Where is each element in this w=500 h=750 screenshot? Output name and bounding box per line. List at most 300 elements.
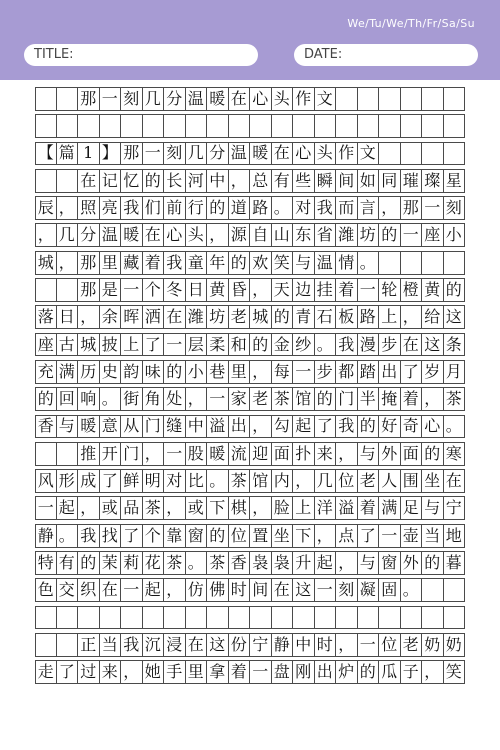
grid-cell: 心 — [293, 142, 315, 166]
grid-cell: 。 — [57, 524, 79, 548]
grid-cell: 的 — [164, 360, 186, 384]
grid-cell: 笑 — [272, 251, 294, 275]
grid-cell: ， — [164, 496, 186, 520]
grid-cell: 面 — [401, 442, 423, 466]
grid-cell: 好 — [379, 415, 401, 439]
grid-cell: 的 — [272, 305, 294, 329]
grid-cell: ， — [164, 578, 186, 602]
grid-cell: 老 — [401, 633, 423, 657]
grid-cell: 的 — [379, 223, 401, 247]
grid-cell: 半 — [358, 387, 380, 411]
grid-cell: 暖 — [207, 442, 229, 466]
grid-cell: 忆 — [121, 169, 143, 193]
grid-cell: 的 — [207, 524, 229, 548]
grid-cell: 温 — [315, 251, 337, 275]
grid-cell: 对 — [164, 469, 186, 493]
grid-cell: 的 — [444, 278, 466, 302]
grid-cell — [35, 442, 57, 466]
grid-cell: 记 — [100, 169, 122, 193]
grid-cell — [35, 114, 57, 138]
grid-cell: 情 — [336, 251, 358, 275]
grid-cell: 路 — [250, 196, 272, 220]
grid-cell: 心 — [164, 223, 186, 247]
grid-cell: 仿 — [186, 578, 208, 602]
grid-row — [35, 305, 465, 329]
grid-cell — [358, 87, 380, 111]
grid-cell: 座 — [422, 223, 444, 247]
grid-cell: 在 — [444, 469, 466, 493]
grid-cell: 起 — [57, 496, 79, 520]
grid-cell: ， — [186, 387, 208, 411]
grid-cell: 冬 — [164, 278, 186, 302]
grid-cell: 的 — [422, 442, 444, 466]
grid-cell: 一 — [293, 360, 315, 384]
grid-cell — [422, 606, 444, 630]
grid-cell: 。 — [358, 251, 380, 275]
grid-cell: 花 — [143, 551, 165, 575]
grid-cell: 茶 — [229, 469, 251, 493]
grid-cell: 着 — [336, 278, 358, 302]
grid-row — [35, 360, 465, 384]
grid-row — [35, 87, 465, 111]
grid-cell: 在 — [78, 169, 100, 193]
grid-cell: 我 — [78, 524, 100, 548]
grid-cell — [379, 87, 401, 111]
grid-cell: 天 — [272, 278, 294, 302]
grid-cell: 出 — [315, 660, 337, 684]
grid-row — [35, 387, 465, 411]
grid-cell: 色 — [35, 578, 57, 602]
grid-cell: 袅 — [272, 551, 294, 575]
grid-cell: 靠 — [164, 524, 186, 548]
grid-cell — [35, 169, 57, 193]
grid-cell: 与 — [422, 496, 444, 520]
grid-cell: 内 — [272, 469, 294, 493]
grid-cell: 前 — [164, 196, 186, 220]
grid-cell: 面 — [272, 442, 294, 466]
grid-cell: 一 — [358, 633, 380, 657]
grid-cell: 城 — [35, 251, 57, 275]
grid-cell: 。 — [272, 196, 294, 220]
grid-cell: 作 — [293, 87, 315, 111]
grid-cell: 在 — [272, 142, 294, 166]
grid-cell: 落 — [35, 305, 57, 329]
grid-cell — [336, 87, 358, 111]
grid-cell: 路 — [358, 305, 380, 329]
grid-cell: 织 — [78, 578, 100, 602]
grid-cell: 她 — [143, 660, 165, 684]
grid-cell: 了 — [57, 660, 79, 684]
grid-cell: 沉 — [143, 633, 165, 657]
grid-row — [35, 333, 465, 357]
grid-cell: ， — [250, 360, 272, 384]
grid-cell: 出 — [229, 415, 251, 439]
grid-cell — [422, 578, 444, 602]
grid-cell: 起 — [315, 551, 337, 575]
grid-cell: 扑 — [293, 442, 315, 466]
grid-cell: 人 — [379, 469, 401, 493]
grid-cell — [164, 606, 186, 630]
grid-cell: 交 — [57, 578, 79, 602]
grid-cell: 了 — [358, 524, 380, 548]
grid-cell: 家 — [229, 387, 251, 411]
grid-row — [35, 169, 465, 193]
grid-cell: 暖 — [78, 415, 100, 439]
grid-cell: 老 — [229, 305, 251, 329]
grid-cell: 里 — [186, 660, 208, 684]
grid-cell: 溢 — [207, 415, 229, 439]
grid-cell: 刻 — [336, 578, 358, 602]
grid-cell: 置 — [250, 524, 272, 548]
grid-cell: 与 — [293, 251, 315, 275]
grid-cell: 我 — [121, 633, 143, 657]
grid-cell: 韵 — [121, 360, 143, 384]
grid-cell: 里 — [100, 251, 122, 275]
grid-cell: 那 — [121, 142, 143, 166]
grid-cell: 那 — [78, 278, 100, 302]
grid-cell: 一 — [315, 578, 337, 602]
grid-cell: 成 — [78, 469, 100, 493]
grid-cell: 分 — [207, 142, 229, 166]
grid-cell: 凝 — [358, 578, 380, 602]
grid-cell — [401, 251, 423, 275]
grid-cell — [422, 251, 444, 275]
grid-cell: 是 — [100, 278, 122, 302]
grid-cell: 了 — [100, 469, 122, 493]
grid-cell: 香 — [35, 415, 57, 439]
grid-cell — [444, 87, 466, 111]
grid-cell: 条 — [444, 333, 466, 357]
grid-cell: 位 — [336, 469, 358, 493]
grid-cell: 温 — [100, 223, 122, 247]
grid-cell — [164, 114, 186, 138]
grid-cell: 来 — [100, 660, 122, 684]
grid-cell: 的 — [315, 387, 337, 411]
grid-cell — [358, 114, 380, 138]
grid-cell: 时 — [229, 578, 251, 602]
grid-cell: ， — [78, 305, 100, 329]
grid-cell: 刚 — [293, 660, 315, 684]
grid-cell: 风 — [35, 469, 57, 493]
grid-cell: 我 — [164, 251, 186, 275]
grid-cell: 当 — [100, 633, 122, 657]
grid-cell: 城 — [78, 333, 100, 357]
grid-cell: 巷 — [207, 360, 229, 384]
grid-cell: 踏 — [358, 360, 380, 384]
grid-cell: 的 — [229, 251, 251, 275]
grid-cell: 迎 — [250, 442, 272, 466]
grid-cell: 】 — [100, 142, 122, 166]
grid-cell: 刻 — [164, 142, 186, 166]
grid-cell: ， — [229, 169, 251, 193]
grid-cell: 脸 — [272, 496, 294, 520]
grid-cell: 盘 — [272, 660, 294, 684]
grid-cell — [336, 114, 358, 138]
grid-cell: 门 — [121, 442, 143, 466]
grid-cell: ， — [35, 223, 57, 247]
grid-cell: 一 — [164, 333, 186, 357]
grid-cell: 和 — [229, 333, 251, 357]
grid-cell: 的 — [78, 551, 100, 575]
grid-cell — [444, 114, 466, 138]
grid-cell — [379, 142, 401, 166]
grid-cell: 些 — [293, 169, 315, 193]
grid-cell: 边 — [293, 278, 315, 302]
grid-cell: 暖 — [121, 223, 143, 247]
grid-cell — [35, 633, 57, 657]
grid-cell: 有 — [57, 551, 79, 575]
grid-cell: 坊 — [358, 223, 380, 247]
grid-cell: 老 — [250, 387, 272, 411]
grid-cell: 静 — [35, 524, 57, 548]
grid-cell: 篇 — [57, 142, 79, 166]
grid-cell: 满 — [379, 496, 401, 520]
grid-cell: 缝 — [164, 415, 186, 439]
grid-cell: 座 — [35, 333, 57, 357]
grid-row — [35, 142, 465, 166]
grid-cell: 莉 — [121, 551, 143, 575]
grid-cell: ， — [78, 496, 100, 520]
grid-cell: 金 — [272, 333, 294, 357]
grid-cell — [78, 606, 100, 630]
grid-cell: 如 — [358, 169, 380, 193]
grid-cell: ， — [401, 305, 423, 329]
grid-cell: ， — [336, 633, 358, 657]
grid-cell: 炉 — [336, 660, 358, 684]
grid-cell: 有 — [272, 169, 294, 193]
grid-cell: 袅 — [250, 551, 272, 575]
grid-cell — [444, 578, 466, 602]
grid-cell: 那 — [401, 196, 423, 220]
grid-cell: 上 — [121, 333, 143, 357]
grid-cell: 欢 — [250, 251, 272, 275]
grid-cell: 橙 — [401, 278, 423, 302]
grid-cell: 星 — [444, 169, 466, 193]
grid-cell — [422, 114, 444, 138]
grid-row — [35, 660, 465, 684]
grid-cell — [379, 251, 401, 275]
grid-cell — [57, 633, 79, 657]
grid-cell: 暖 — [250, 142, 272, 166]
grid-cell: 或 — [186, 496, 208, 520]
grid-cell: 着 — [229, 660, 251, 684]
grid-cell: 文 — [358, 142, 380, 166]
grid-cell: 小 — [186, 360, 208, 384]
grid-cell: 流 — [229, 442, 251, 466]
grid-cell: 老 — [358, 469, 380, 493]
grid-cell: 溢 — [336, 496, 358, 520]
grid-cell: 心 — [422, 415, 444, 439]
grid-cell: 寒 — [444, 442, 466, 466]
grid-cell — [293, 114, 315, 138]
grid-cell: 围 — [401, 469, 423, 493]
grid-cell: 静 — [272, 633, 294, 657]
grid-cell — [379, 606, 401, 630]
grid-cell: 味 — [143, 360, 165, 384]
grid-cell: 茉 — [100, 551, 122, 575]
grid-cell: 历 — [78, 360, 100, 384]
grid-cell: 亮 — [100, 196, 122, 220]
grid-cell: 中 — [186, 415, 208, 439]
grid-cell: 洋 — [315, 496, 337, 520]
grid-cell: 在 — [164, 305, 186, 329]
grid-cell: 的 — [358, 660, 380, 684]
grid-cell: 掩 — [379, 387, 401, 411]
grid-row — [35, 278, 465, 302]
grid-cell: 辰 — [35, 196, 57, 220]
grid-cell: 暮 — [444, 551, 466, 575]
grid-cell — [401, 114, 423, 138]
grid-cell — [444, 142, 466, 166]
grid-cell — [186, 114, 208, 138]
grid-cell: 馆 — [293, 387, 315, 411]
grid-cell — [57, 169, 79, 193]
grid-cell: 壶 — [401, 524, 423, 548]
grid-cell — [121, 606, 143, 630]
grid-cell: 了 — [401, 360, 423, 384]
grid-cell: ， — [379, 196, 401, 220]
grid-cell: 品 — [121, 496, 143, 520]
grid-cell — [57, 278, 79, 302]
grid-cell — [57, 87, 79, 111]
date-field[interactable] — [294, 44, 478, 66]
grid-cell: 道 — [229, 196, 251, 220]
grid-cell: ， — [336, 551, 358, 575]
grid-cell: 拿 — [207, 660, 229, 684]
grid-cell: ， — [207, 223, 229, 247]
grid-cell: 中 — [293, 633, 315, 657]
grid-cell — [250, 606, 272, 630]
grid-cell: 都 — [336, 360, 358, 384]
grid-cell: 。 — [186, 551, 208, 575]
grid-cell: 地 — [444, 524, 466, 548]
grid-cell: 在 — [100, 578, 122, 602]
grid-cell: ， — [336, 442, 358, 466]
grid-cell: 头 — [315, 142, 337, 166]
grid-cell: 与 — [358, 551, 380, 575]
grid-cell: 推 — [78, 442, 100, 466]
grid-cell: 在 — [401, 333, 423, 357]
grid-cell: 的 — [143, 169, 165, 193]
grid-cell: 分 — [78, 223, 100, 247]
grid-cell: 童 — [186, 251, 208, 275]
grid-cell: 步 — [379, 333, 401, 357]
grid-cell: 我 — [315, 196, 337, 220]
grid-cell: 我 — [121, 196, 143, 220]
grid-row — [35, 196, 465, 220]
grid-cell: 潍 — [336, 223, 358, 247]
grid-cell: 当 — [422, 524, 444, 548]
grid-cell: 角 — [143, 387, 165, 411]
grid-cell: 与 — [57, 415, 79, 439]
grid-cell: 出 — [379, 360, 401, 384]
grid-cell: 窗 — [186, 524, 208, 548]
grid-cell: 小 — [444, 223, 466, 247]
grid-cell: 茶 — [164, 551, 186, 575]
grid-cell: 处 — [164, 387, 186, 411]
grid-cell: ， — [250, 278, 272, 302]
grid-cell: 着 — [401, 387, 423, 411]
grid-cell: 文 — [315, 87, 337, 111]
grid-cell: 那 — [78, 251, 100, 275]
grid-cell: 点 — [336, 524, 358, 548]
grid-cell: 刻 — [444, 196, 466, 220]
grid-row — [35, 251, 465, 275]
grid-cell: 形 — [57, 469, 79, 493]
grid-cell: 。 — [315, 333, 337, 357]
grid-cell: 从 — [121, 415, 143, 439]
grid-cell: 言 — [358, 196, 380, 220]
grid-cell: 佛 — [207, 578, 229, 602]
grid-cell: 。 — [444, 415, 466, 439]
grid-cell — [422, 142, 444, 166]
grid-cell: 们 — [143, 196, 165, 220]
grid-cell — [358, 606, 380, 630]
grid-cell — [401, 142, 423, 166]
grid-row — [35, 469, 465, 493]
grid-cell: 一 — [143, 142, 165, 166]
grid-cell — [121, 114, 143, 138]
title-field[interactable] — [24, 44, 258, 66]
grid-cell — [100, 606, 122, 630]
grid-cell: 一 — [35, 496, 57, 520]
grid-cell: 年 — [207, 251, 229, 275]
grid-cell: 起 — [143, 578, 165, 602]
grid-cell: 城 — [250, 305, 272, 329]
grid-cell: 几 — [57, 223, 79, 247]
grid-row — [35, 114, 465, 138]
grid-cell: 位 — [379, 633, 401, 657]
grid-cell: 了 — [121, 524, 143, 548]
grid-cell — [272, 114, 294, 138]
grid-cell: 自 — [250, 223, 272, 247]
grid-cell: 的 — [207, 196, 229, 220]
grid-cell: 间 — [336, 169, 358, 193]
grid-cell: 瞬 — [315, 169, 337, 193]
grid-cell: 满 — [57, 360, 79, 384]
grid-cell — [444, 251, 466, 275]
grid-cell: 每 — [272, 360, 294, 384]
grid-cell: 在 — [143, 223, 165, 247]
grid-cell: 潍 — [186, 305, 208, 329]
grid-cell: ， — [57, 251, 79, 275]
grid-cell: 河 — [186, 169, 208, 193]
grid-cell: 宁 — [444, 496, 466, 520]
grid-cell: 固 — [379, 578, 401, 602]
grid-cell: 。 — [207, 469, 229, 493]
grid-cell — [57, 114, 79, 138]
grid-cell: 藏 — [121, 251, 143, 275]
grid-cell: 足 — [401, 496, 423, 520]
grid-cell: 或 — [100, 496, 122, 520]
grid-cell: 一 — [422, 196, 444, 220]
grid-cell: 我 — [336, 415, 358, 439]
grid-cell — [272, 606, 294, 630]
grid-cell: 里 — [229, 360, 251, 384]
grid-cell — [57, 606, 79, 630]
date-label: DATE: — [304, 47, 343, 62]
grid-cell: 坊 — [207, 305, 229, 329]
grid-cell: 奇 — [401, 415, 423, 439]
grid-cell: 层 — [186, 333, 208, 357]
grid-cell: 宁 — [250, 633, 272, 657]
grid-cell: ， — [315, 524, 337, 548]
grid-cell: 温 — [229, 142, 251, 166]
grid-cell — [100, 114, 122, 138]
grid-cell: 鲜 — [121, 469, 143, 493]
grid-cell: 茶 — [272, 387, 294, 411]
grid-cell: 心 — [250, 87, 272, 111]
